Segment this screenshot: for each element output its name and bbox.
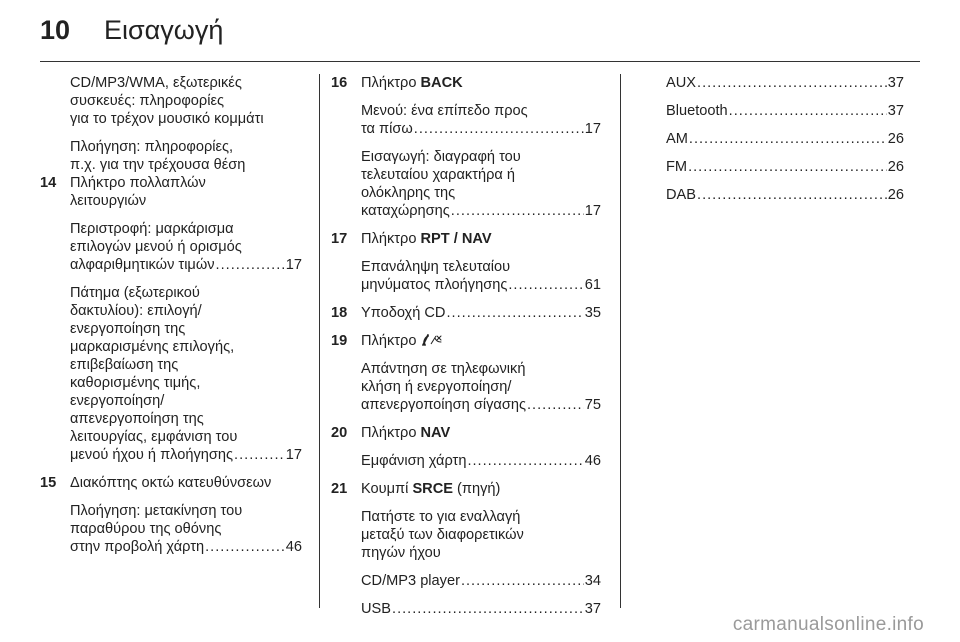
page-ref: 37 — [584, 601, 601, 617]
text-line: κλήση ή ενεργοποίηση/ — [361, 379, 512, 395]
page-ref: 37 — [887, 103, 904, 119]
text-line: CD/MP3 player — [361, 573, 460, 589]
text-line: Πάτημα (εξωτερικού — [70, 285, 200, 301]
text-line: απενεργοποίηση σίγασης — [361, 397, 526, 413]
page-reference-link[interactable] — [666, 102, 904, 120]
text-line: επιλογών μενού ή ορισμός — [70, 239, 242, 255]
dot-leader — [446, 304, 583, 322]
page-reference-link[interactable] — [70, 538, 302, 556]
page-reference-link[interactable] — [361, 600, 601, 618]
dot-leader — [392, 600, 584, 618]
text-line: ενεργοποίηση/ — [70, 393, 165, 409]
dot-leader — [527, 396, 584, 414]
page-reference-link[interactable] — [70, 446, 302, 464]
page-ref: 17 — [285, 257, 302, 273]
text-line: λειτουργιών — [70, 193, 147, 209]
item-number: 21 — [331, 481, 348, 497]
page-reference-link[interactable] — [666, 186, 904, 204]
dot-leader — [729, 102, 887, 120]
text-line: AUX — [666, 75, 697, 91]
text-line: τελευταίου χαρακτήρα ή — [361, 167, 515, 183]
text-line: λειτουργίας, εμφάνιση του — [70, 429, 238, 445]
page-ref: 37 — [887, 75, 904, 91]
column-divider — [319, 74, 320, 608]
key-label: BACK — [420, 75, 463, 91]
text-line: δακτυλίου): επιλογή/ — [70, 303, 202, 319]
page-reference-link[interactable] — [666, 74, 904, 92]
dot-leader — [461, 572, 584, 590]
text-line: απενεργοποίηση της — [70, 411, 204, 427]
dot-leader — [205, 538, 285, 556]
text-line: Απάντηση σε τηλεφωνική — [361, 361, 526, 377]
text-line: ενεργοποίηση της — [70, 321, 186, 337]
item-number: 18 — [331, 305, 348, 321]
text-line: Κουμπί SRCE (πηγή) — [361, 481, 501, 497]
column-2 — [331, 74, 601, 618]
page-ref: 26 — [887, 187, 904, 203]
column-1 — [40, 74, 302, 556]
item-number: 15 — [40, 475, 57, 491]
text-line: Πλήκτρο NAV — [361, 425, 451, 441]
text-line: ολόκληρης της — [361, 185, 456, 201]
text-line: Εμφάνιση χάρτη — [361, 453, 467, 469]
text-line: τα πίσω — [361, 121, 413, 137]
item-number: 20 — [331, 425, 348, 441]
text-line: DAB — [666, 187, 697, 203]
dot-leader — [697, 186, 887, 204]
text-line: μεταξύ των διαφορετικών — [361, 527, 524, 543]
dot-leader — [414, 120, 584, 138]
text-line: πηγών ήχου — [361, 545, 441, 561]
text-line: καθορισμένης τιμής, — [70, 375, 201, 391]
page-ref: 34 — [584, 573, 601, 589]
text-line: για το τρέχον μουσικό κομμάτι — [70, 111, 264, 127]
dot-leader — [689, 130, 887, 148]
text-line: παραθύρου της οθόνης — [70, 521, 222, 537]
column-3 — [666, 74, 904, 204]
item-number: 19 — [331, 333, 348, 349]
text-line: μενού ήχου ή πλοήγησης — [70, 447, 234, 463]
text-line: Πλήκτρο BACK — [361, 75, 463, 91]
text-line: AM — [666, 131, 688, 147]
page-header — [40, 8, 223, 52]
item-19 — [331, 332, 601, 414]
text-line: Υποδοχή CD — [361, 305, 446, 321]
page-number: 10 — [40, 14, 71, 45]
item-18 — [331, 304, 601, 322]
text-line: Πλήκτρο RPT / NAV — [361, 231, 492, 247]
dot-leader — [508, 276, 583, 294]
text-line: μαρκαρισμένης επιλογής, — [70, 339, 235, 355]
text-line: καταχώρησης — [361, 203, 450, 219]
page-reference-link[interactable] — [361, 396, 601, 414]
page-reference-link[interactable] — [361, 276, 601, 294]
text-line: Περιστροφή: μαρκάρισμα — [70, 221, 234, 237]
page-reference-link[interactable] — [361, 304, 601, 322]
dot-leader — [451, 202, 584, 220]
page-reference-link[interactable] — [70, 256, 302, 274]
text-line: Διακόπτης οκτώ κατευθύνσεων — [70, 475, 272, 491]
watermark: carmanualsonline.info — [732, 614, 924, 635]
text-line: στην προβολή χάρτη — [70, 539, 205, 555]
page-reference-link[interactable] — [666, 158, 904, 176]
text-line: συσκευές: πληροφορίες — [70, 93, 224, 109]
key-label: RPT / NAV — [420, 231, 492, 247]
phone-icon — [421, 333, 443, 347]
text-line: Bluetooth — [666, 103, 728, 119]
text-line: FM — [666, 159, 688, 175]
text-line: Εισαγωγή: διαγραφή του — [361, 149, 521, 165]
text-line: Πατήστε το για εναλλαγή — [361, 509, 521, 525]
key-label: SRCE — [412, 481, 453, 497]
item-21 — [331, 480, 601, 618]
item-16 — [331, 74, 601, 220]
text-line: επιβεβαίωση της — [70, 357, 179, 373]
page-ref: 17 — [584, 203, 601, 219]
text-line: CD/MP3/WMA, εξωτερικές — [70, 75, 242, 91]
dot-leader — [467, 452, 583, 470]
header-divider — [40, 61, 920, 62]
page-reference-link[interactable] — [361, 202, 601, 220]
item-number: 14 — [40, 175, 57, 191]
page-reference-link[interactable] — [361, 452, 601, 470]
page-ref: 46 — [584, 453, 601, 469]
text-line: USB — [361, 601, 392, 617]
intro-entry — [40, 74, 302, 174]
page-ref: 26 — [887, 159, 904, 175]
dot-leader — [697, 74, 887, 92]
page-reference-link[interactable] — [361, 120, 601, 138]
dot-leader — [234, 446, 285, 464]
text-line: μηνύματος πλοήγησης — [361, 277, 508, 293]
page-ref: 17 — [285, 447, 302, 463]
text-line: Πλήκτρο — [361, 332, 601, 350]
item-number: 17 — [331, 231, 348, 247]
page-ref: 35 — [584, 305, 601, 321]
item-number: 16 — [331, 75, 348, 91]
item-14 — [40, 174, 302, 464]
page-ref: 17 — [584, 121, 601, 137]
text-line: π.χ. για την τρέχουσα θέση — [70, 157, 246, 173]
text-line: Επανάληψη τελευταίου — [361, 259, 511, 275]
page-reference-link[interactable] — [666, 130, 904, 148]
dot-leader — [688, 158, 887, 176]
item-20 — [331, 424, 601, 470]
item-17 — [331, 230, 601, 294]
text-line: Μενού: ένα επίπεδο προς — [361, 103, 528, 119]
dot-leader — [216, 256, 285, 274]
text-line: Πλοήγηση: μετακίνηση του — [70, 503, 243, 519]
text-line: αλφαριθμητικών τιμών — [70, 257, 215, 273]
item-15 — [40, 474, 302, 556]
column-divider — [620, 74, 621, 608]
page-ref: 75 — [584, 397, 601, 413]
page-ref: 26 — [887, 131, 904, 147]
page-ref: 61 — [584, 277, 601, 293]
key-label: NAV — [420, 425, 451, 441]
page-title: Εισαγωγή — [104, 14, 224, 45]
text-line: Πλοήγηση: πληροφορίες, — [70, 139, 234, 155]
page-ref: 46 — [285, 539, 302, 555]
text-line: Πλήκτρο πολλαπλών — [70, 175, 206, 191]
page-reference-link[interactable] — [361, 572, 601, 590]
